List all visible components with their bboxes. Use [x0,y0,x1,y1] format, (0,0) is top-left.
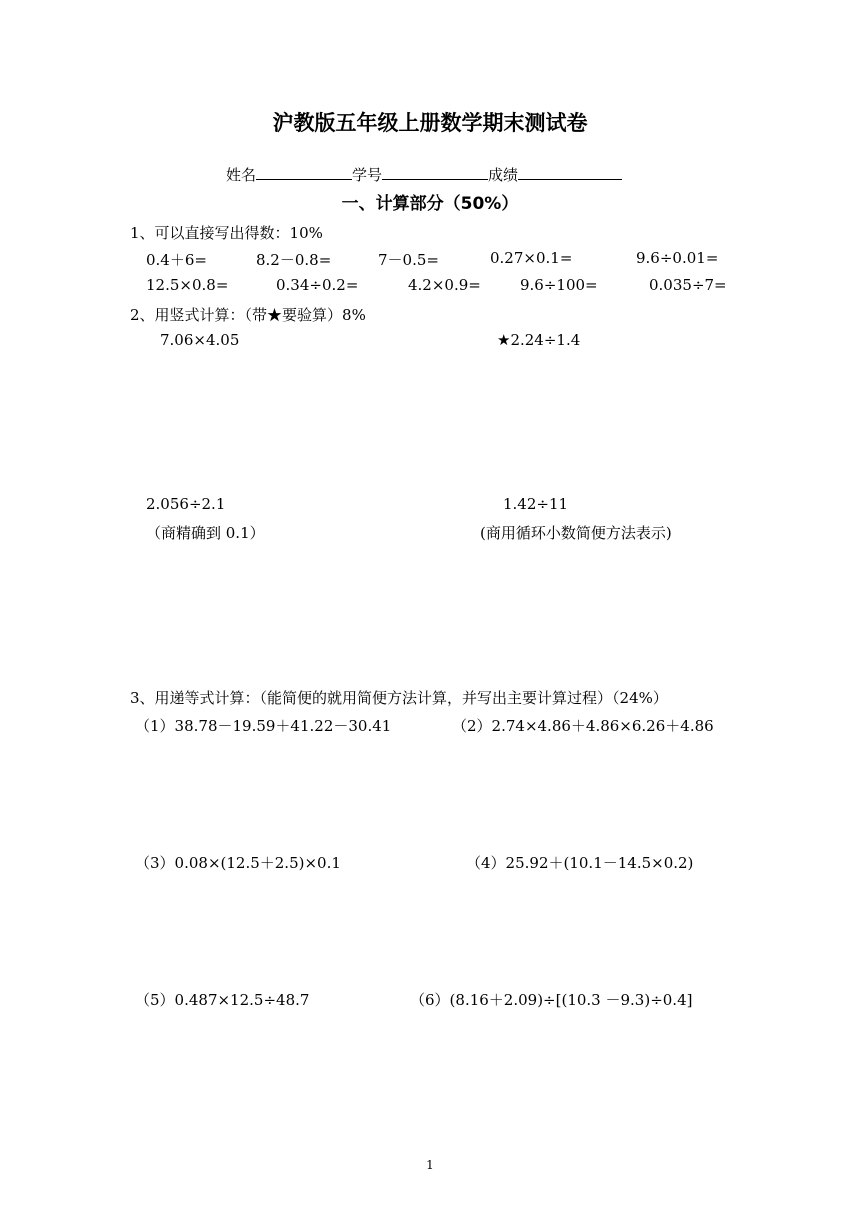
score-label: 成绩 [488,166,519,184]
q3-item: （6）(8.16＋2.09)÷[(10.3 －9.3)÷0.4] [410,991,693,1009]
q2-item: 1.42÷11 [503,495,569,513]
name-label: 姓名 [226,166,257,184]
q3-item: （2）2.74×4.86＋4.86×6.26＋4.86 [452,717,714,735]
id-label: 学号 [352,166,383,184]
q1-item: 9.6÷0.01= [636,249,719,267]
page-title: 沪教版五年级上册数学期末测试卷 [272,111,588,135]
section-heading: 一、计算部分（50%） [341,194,519,214]
q2-item: 2.056÷2.1 [146,495,226,513]
q1-item: 0.34÷0.2= [276,276,359,294]
q3-item: （1）38.78－19.59＋41.22－30.41 [135,717,392,735]
q2-note: (商用循环小数简便方法表示) [480,524,672,542]
q2-item: 7.06×4.05 [160,331,240,349]
q3-item: （4）25.92＋(10.1－14.5×0.2) [466,854,694,872]
q3-item: （5）0.487×12.5÷48.7 [135,991,310,1009]
q2-item: ★2.24÷1.4 [497,331,581,349]
q1-item: 7－0.5= [378,251,439,269]
q1-item: 0.27×0.1= [490,249,573,267]
id-blank[interactable] [382,165,488,180]
q1-item: 0.4＋6= [146,251,207,269]
q1-item: 0.035÷7= [649,276,727,294]
q1-heading: 1、可以直接写出得数：10% [130,224,323,242]
q1-item: 12.5×0.8= [146,276,229,294]
q1-item: 4.2×0.9= [408,276,481,294]
q1-item: 9.6÷100= [520,276,598,294]
q3-heading: 3、用递等式计算：（能简便的就用简便方法计算，并写出主要计算过程）（24%） [130,689,668,707]
page-number: 1 [426,1158,434,1172]
score-blank[interactable] [518,165,622,180]
name-blank[interactable] [256,165,352,180]
q2-note: （商精确到 0.1） [146,524,265,542]
q2-heading: 2、用竖式计算：（带★要验算）8% [130,306,366,324]
student-info-line [226,164,622,185]
q3-item: （3）0.08×(12.5＋2.5)×0.1 [135,854,341,872]
q1-item: 8.2－0.8= [256,251,332,269]
